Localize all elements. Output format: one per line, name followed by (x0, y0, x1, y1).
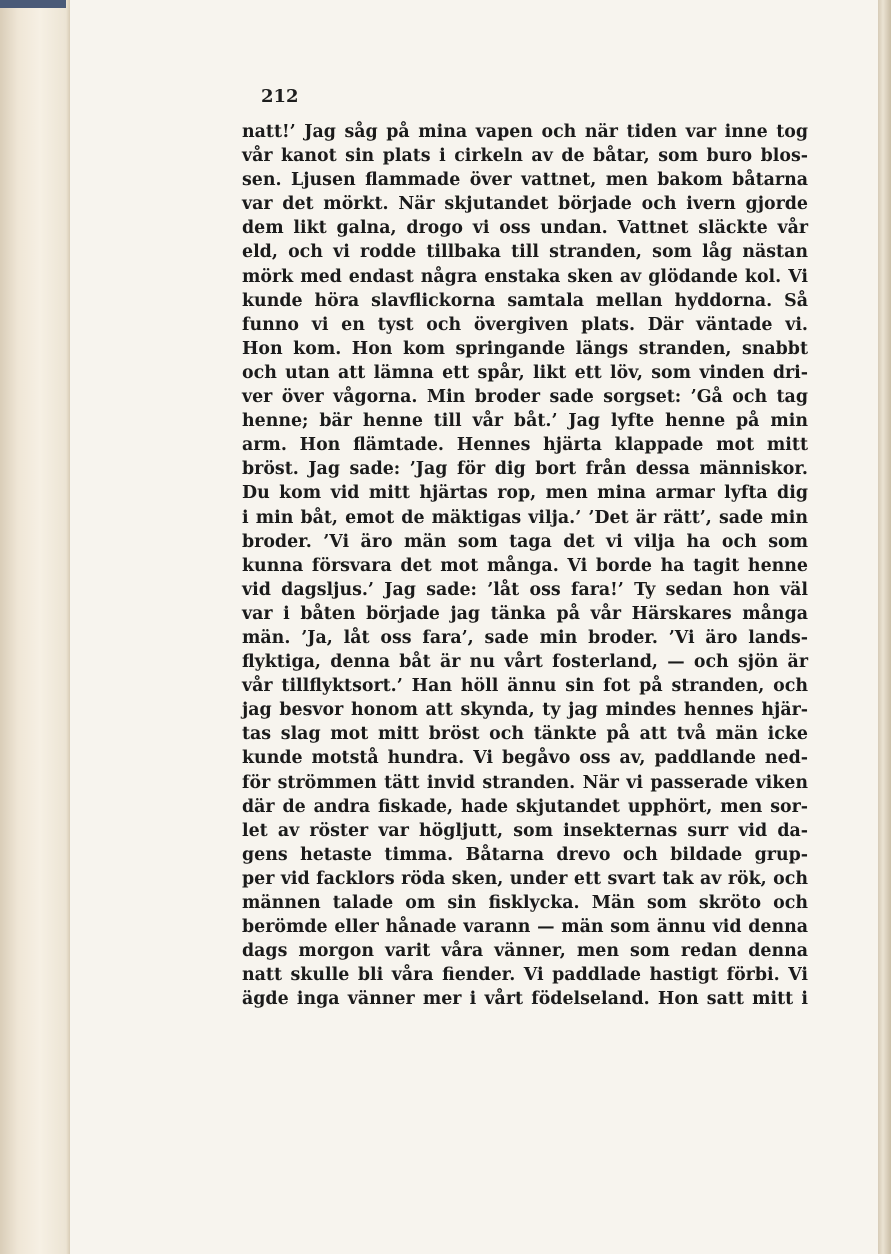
text-line: ägde inga vänner mer i vårt födelseland. Hon satt mitt i (242, 989, 808, 1010)
text-line: per vid facklors röda sken, under ett svart tak av rök, och (242, 868, 808, 889)
previous-page-edge (0, 0, 70, 1254)
text-line: där de andra fiskade, hade skjutandet upphört, men sor- (242, 796, 808, 817)
text-line: tas slag mot mitt bröst och tänkte på att två män icke (242, 724, 808, 745)
text-line: kunde höra slavflickorna samtala mellan hyddorna. Så (242, 290, 808, 311)
body-text (242, 120, 808, 1011)
text-line: i min båt, emot de mäktigas vilja.’ ’Det är rätt’, sade min (242, 507, 808, 528)
text-line: eld, och vi rodde tillbaka till stranden, som låg nästan (242, 242, 808, 263)
text-line: sen. Ljusen flammade över vattnet, men bakom båtarna (242, 170, 808, 191)
text-line: kunde motstå hundra. Vi begåvo oss av, paddlande ned- (242, 748, 808, 769)
text-line: vår kanot sin plats i cirkeln av de båtar, som buro blos- (242, 146, 808, 167)
text-line: gens hetaste timma. Båtarna drevo och bildade grup- (242, 844, 808, 865)
text-line: flyktiga, denna båt är nu vårt fosterland, — och sjön är (242, 652, 808, 673)
text-line: var det mörkt. När skjutandet började och ivern gjorde (242, 194, 808, 215)
text-line: berömde eller hånade varann — män som ännu vid denna (242, 917, 808, 938)
text-line: bröst. Jag sade: ’Jag för dig bort från dessa människor. (242, 459, 808, 480)
text-line: jag besvor honom att skynda, ty jag mindes hennes hjär- (242, 700, 808, 721)
text-line: männen talade om sin fisklycka. Män som skröto och (242, 893, 808, 913)
text-line: broder. ’Vi äro män som taga det vi vilja ha och som (242, 531, 808, 552)
text-line: Du kom vid mitt hjärtas rop, men mina armar lyfta dig (242, 483, 808, 504)
text-line: vid dagsljus.’ Jag sade: ’låt oss fara!’ Ty sedan hon väl (242, 579, 808, 600)
text-line: för strömmen tätt invid stranden. När vi passerade viken (242, 772, 808, 793)
text-line: natt!’ Jag såg på mina vapen och när tiden var inne tog (242, 122, 808, 142)
text-line: var i båten började jag tänka på vår Härskares många (242, 603, 808, 624)
text-line: henne; bär henne till vår båt.’ Jag lyfte henne på min (242, 411, 808, 432)
text-line: funno vi en tyst och övergiven plats. Där väntade vi. (242, 314, 808, 335)
book-cover-corner (0, 0, 66, 8)
text-line: män. ’Ja, låt oss fara’, sade min broder. ’Vi äro lands- (242, 627, 808, 648)
text-line: arm. Hon flämtade. Hennes hjärta klappade mot mitt (242, 435, 808, 456)
text-line: dem likt galna, drogo vi oss undan. Vattnet släckte vår (242, 218, 808, 239)
text-line: mörk med endast några enstaka sken av glödande kol. Vi (242, 266, 808, 287)
text-line: Hon kom. Hon kom springande längs stranden, snabbt (242, 338, 808, 359)
text-line: natt skulle bli våra fiender. Vi paddlade hastigt förbi. Vi (242, 965, 808, 986)
text-line: kunna försvara det mot många. Vi borde ha tagit henne (242, 555, 808, 576)
text-line: dags morgon varit våra vänner, men som redan denna (242, 941, 808, 962)
text-line: let av röster var högljutt, som insekternas surr vid da- (242, 820, 808, 841)
text-line: ver över vågorna. Min broder sade sorgset: ’Gå och tag (242, 387, 808, 408)
page-number: 212 (261, 86, 299, 107)
text-line: och utan att lämna ett spår, likt ett löv, som vinden dri- (242, 362, 808, 383)
page-edge-right (878, 0, 891, 1254)
text-line: vår tillflyktsort.’ Han höll ännu sin fot på stranden, och (242, 676, 808, 697)
